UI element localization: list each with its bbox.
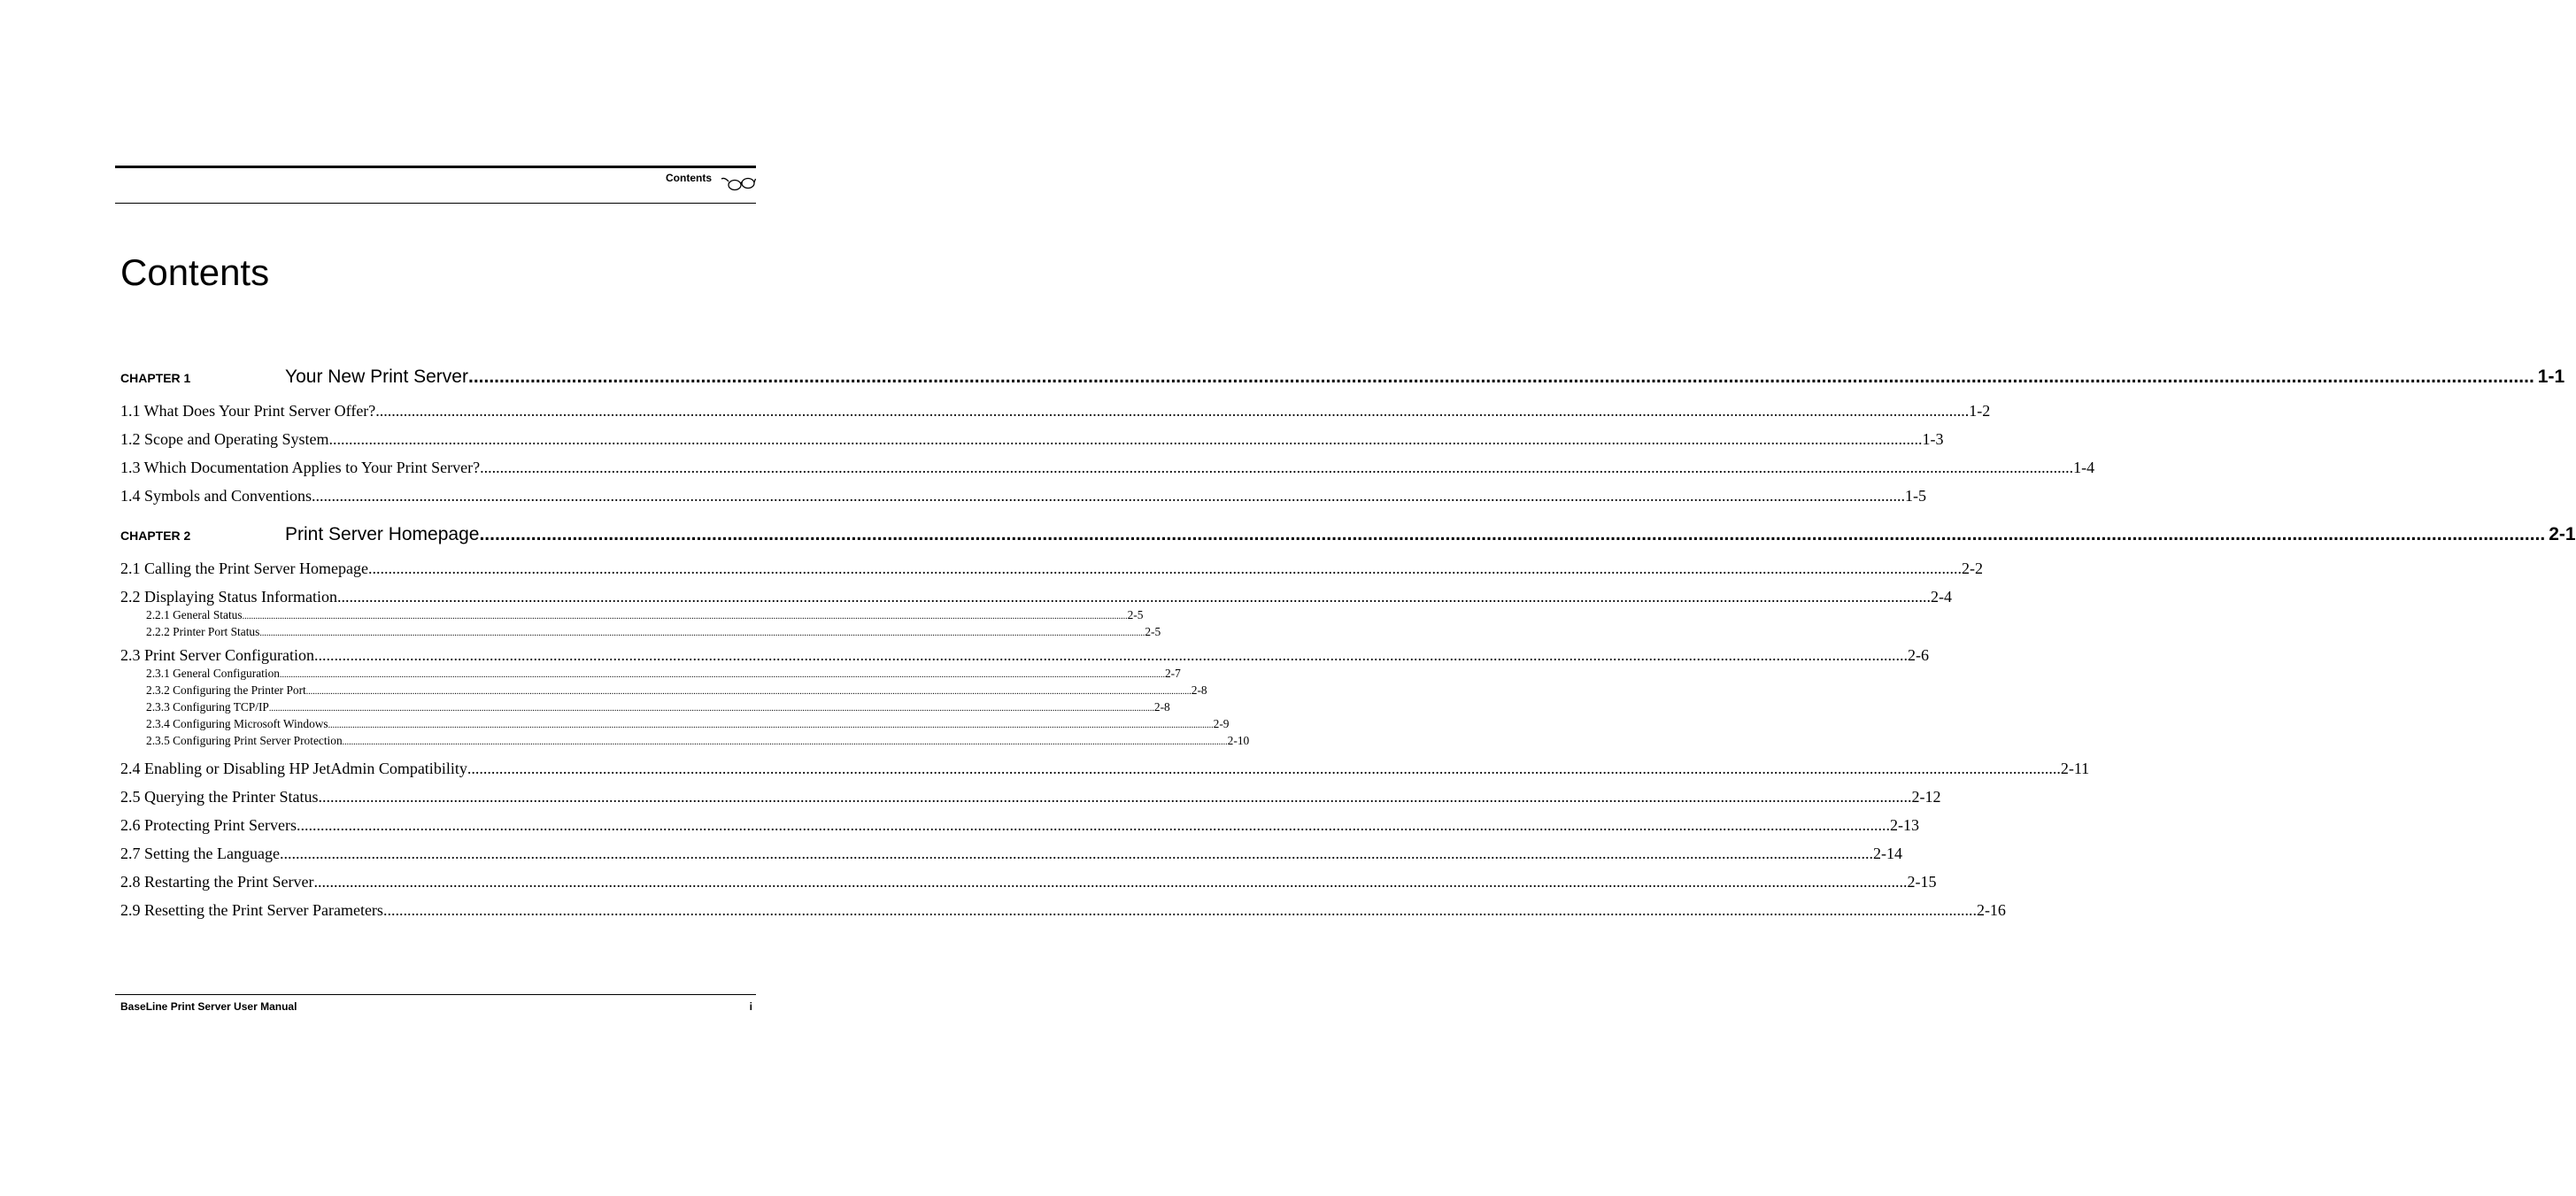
footer-title: BaseLine Print Server User Manual [120,1000,297,1013]
toc-entry [120,839,1902,868]
toc-subentry [120,665,1181,682]
toc-entry [120,587,1952,606]
toc-subentry-title: 2.3.5 Configuring Print Server Protection [146,734,343,747]
toc-subentry [120,732,1250,749]
dot-leader: ................................................................................................................................................................................................................................................................................................................................................................................................................ [313,873,1908,891]
toc-entry-page: 2-15 [1907,873,1937,891]
toc-subentry [120,715,1230,732]
dot-leader: ................................................................................................................................................................................................................................................................................................................................................................................................................ [336,588,1931,606]
toc-subentry-title: 2.3.3 Configuring TCP/IP [146,700,269,714]
toc-subentry [120,606,1144,623]
chapter-title: Your New Print Server [285,367,468,387]
toc-subentry-page: 2-5 [1127,608,1144,621]
dot-leader: ................................................................................................................................................................................................................................................................................................................................................................................................................ [328,721,1214,730]
chapter-label: CHAPTER 2 [120,529,191,543]
chapter-page-number: 2-1 [2549,524,2576,544]
dot-leader: ................................................................................................................................................................................................................................................................................................................................................................................................................ [296,816,1890,834]
toc-entry-page: 2-14 [1872,845,1902,862]
toc-entry-page: 2-12 [1911,788,1941,806]
toc-entry-page: 1-5 [1905,487,1927,505]
toc-entry-page: 2-2 [1961,559,1983,577]
toc-subentry [120,698,1170,715]
toc-entry [120,453,2095,482]
dot-leader: ................................................................................................................................................................................................................................................................................................................................................................................................................ [480,459,2074,476]
toc-entry-title: 2.5 Querying the Printer Status [120,788,319,806]
dot-leader: ................................................................................................................................................................................................................................................................................................................................................................................................................ [318,788,1912,806]
page-title: Contents [120,251,270,293]
footer-page-number: i [749,1000,752,1013]
dot-leader: ................................................................................................................................................................................................................................................................................................................................................................................................................ [467,760,2061,777]
dot-leader: ................................................................................................................................................................................................................................................................................................................................................................................................................ [305,687,1192,697]
toc-entry [120,397,1991,425]
header-rule-bottom [115,203,756,204]
toc-entry [120,811,1919,839]
toc-entry [120,754,2090,783]
toc-subentry-title: 2.3.1 General Configuration [146,667,280,680]
toc-entry [120,868,1937,896]
toc-entry-title: 2.2 Displaying Status Information [120,588,337,606]
toc-entry-title: 1.3 Which Documentation Applies to Your Print Server? [120,459,481,476]
toc-entry-title: 1.1 What Does Your Print Server Offer? [120,402,376,420]
dot-leader: ................................................................................................................................................................................................................................................................................................................................................................................................................ [279,845,1873,862]
toc-entry [120,645,1929,665]
toc-subentry-title: 2.3.2 Configuring the Printer Port [146,683,306,697]
chapter-page-number: 1-1 [2537,367,2565,387]
dot-leader: ................................................................................................................................................................................................................................................................................................................................................................................................................ [242,612,1128,621]
toc-subentry [120,682,1207,698]
chapter-heading [120,524,2576,552]
toc-entry-page: 2-13 [1889,816,1919,834]
toc-subentry-title: 2.2.2 Printer Port Status [146,625,260,638]
toc-entry-page: 1-2 [1969,402,1991,420]
toc-entry-title: 2.8 Restarting the Print Server [120,873,314,891]
toc-entry-title: 1.2 Scope and Operating System [120,430,329,448]
dot-leader: ................................................................................................................................................................................................................................................................................................................................................................................................................ [382,901,1977,919]
chapter-heading [120,367,2565,395]
toc-entry-title: 2.7 Setting the Language [120,845,280,862]
toc-subentry-page: 2-8 [1191,683,1207,697]
toc-entry-page: 2-6 [1907,646,1929,664]
toc-subentry-page: 2-10 [1227,734,1250,747]
dot-leader: ................................................................................................................................................................................................................................................................................................................................................................................................................ [467,367,2534,387]
dot-leader: ................................................................................................................................................................................................................................................................................................................................................................................................................ [367,559,1962,577]
chapter-title: Print Server Homepage [285,524,480,544]
toc-subentry-title: 2.2.1 General Status [146,608,243,621]
dot-leader: ................................................................................................................................................................................................................................................................................................................................................................................................................ [259,629,1145,638]
toc-entry-title: 2.6 Protecting Print Servers [120,816,297,834]
toc-entry-page: 2-4 [1930,588,1952,606]
toc-entry-title: 1.4 Symbols and Conventions [120,487,312,505]
dot-leader: ................................................................................................................................................................................................................................................................................................................................................................................................................ [375,402,1970,420]
toc-entry [120,783,1941,811]
toc-entry-page: 2-11 [2060,760,2090,777]
dot-leader: ................................................................................................................................................................................................................................................................................................................................................................................................................ [268,704,1154,714]
dot-leader: ................................................................................................................................................................................................................................................................................................................................................................................................................ [328,430,1923,448]
toc-subentry-title: 2.3.4 Configuring Microsoft Windows [146,717,328,730]
footer-rule [115,994,756,995]
eyeglasses-icon [721,174,756,193]
dot-leader: ................................................................................................................................................................................................................................................................................................................................................................................................................ [479,524,2546,544]
dot-leader: ................................................................................................................................................................................................................................................................................................................................................................................................................ [279,670,1165,680]
toc-entry [120,554,1983,583]
toc-entry-title: 2.1 Calling the Print Server Homepage [120,559,368,577]
dot-leader: ................................................................................................................................................................................................................................................................................................................................................................................................................ [312,487,1906,505]
toc-subentry-page: 2-8 [1153,700,1170,714]
table-of-contents [120,354,2576,924]
toc-entry-page: 2-16 [1976,901,2006,919]
toc-subentry [120,623,1161,640]
toc-entry-title: 2.9 Resetting the Print Server Parameters [120,901,383,919]
toc-entry [120,896,2006,924]
toc-entry-page: 1-3 [1922,430,1944,448]
toc-subentry-page: 2-7 [1164,667,1181,680]
toc-entry [120,425,1944,453]
toc-entry-title: 2.4 Enabling or Disabling HP JetAdmin Compatibility [120,760,467,777]
toc-subentry-page: 2-5 [1145,625,1161,638]
dot-leader: ................................................................................................................................................................................................................................................................................................................................................................................................................ [342,737,1228,747]
header-rule-top [115,166,756,168]
toc-subentry-page: 2-9 [1213,717,1230,730]
chapter-label: CHAPTER 1 [120,371,191,385]
toc-entry-title: 2.3 Print Server Configuration [120,646,314,664]
dot-leader: ................................................................................................................................................................................................................................................................................................................................................................................................................ [313,646,1908,664]
running-header-label: Contents [666,172,712,184]
toc-entry [120,482,1927,510]
toc-entry-page: 1-4 [2073,459,2095,476]
